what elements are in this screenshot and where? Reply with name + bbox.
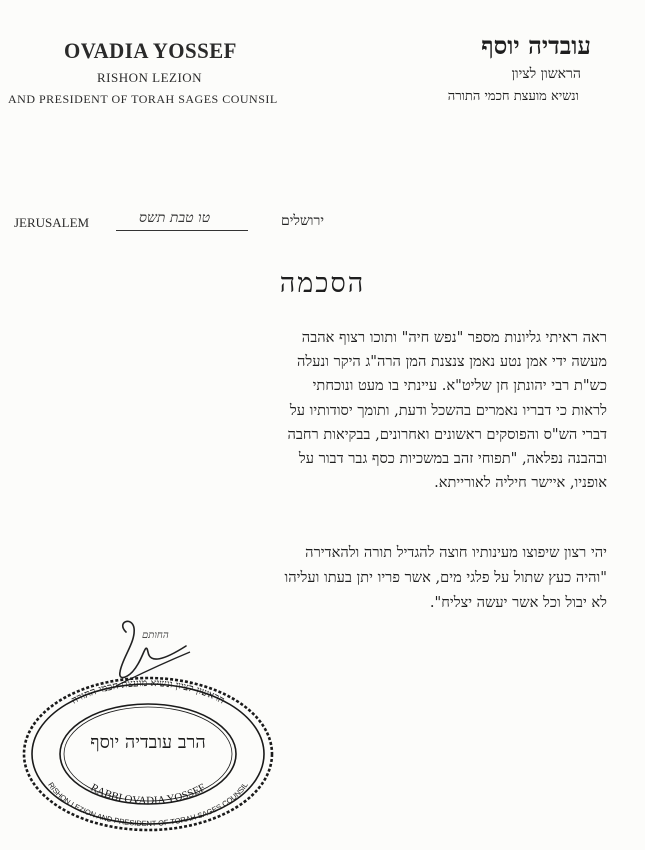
location-hebrew: ירושלים (281, 213, 324, 229)
letterhead-hebrew-title: הראשון לציון (511, 66, 581, 82)
seal-inner-hebrew: הרב עובדיה יוסף (90, 732, 206, 753)
document-heading: הסכמה (279, 268, 366, 299)
seal-outer-hebrew: הראשון לציון ונשיא מועצת חכמי התורה (69, 677, 227, 707)
letterhead-hebrew-president: ונשיא מועצת חכמי התורה (447, 89, 579, 104)
signature-text: החותם (142, 630, 169, 641)
seal-outer-english: RISHON LEZION AND PRESIDENT OF TORAH SAGES COUNSIL (46, 780, 250, 829)
official-seal (16, 668, 278, 832)
paragraph-line: ובהבנה נפלאה, "תפוחי זהב במשכיות כסף גבר דבור על (298, 450, 607, 468)
paragraph-line: ראה ראיתי גליונות מספר "נפש חיה" ותוכו רצוף אהבה (301, 329, 607, 346)
location-english: JERUSALEM (14, 215, 90, 230)
date-underline (116, 230, 248, 231)
paragraph-line: יהי רצון שיפוצו מעינותיו חוצה להגדיל תורה ולהאדירה (305, 544, 607, 561)
svg-text:RABBI OVADIA YOSSEF (88, 782, 207, 807)
paragraph-line: דברי הש"ס והפוסקים ראשונים ואחרונים, בבקיאות רחבה (287, 425, 607, 443)
svg-text:הראשון לציון ונשיא מועצת חכמי (70, 678, 226, 707)
letterhead-english-title: RISHON LEZION (97, 70, 203, 85)
paragraph-line: אופניו, איישר חיליה לאורייתא. (434, 474, 607, 492)
paragraph-line: לא יבול וכל אשר יעשה יצליח". (429, 594, 607, 611)
paragraph-line: "והיה כעץ שתול על פלגי מים, אשר פריו יתן בעתו ועליהו (284, 569, 607, 586)
paragraph-line: לראות כי דבריו נאמרים בהשכל ודעת, ותומך יסודותיו על (289, 401, 607, 419)
letterhead-hebrew-name: עובדיה יוסף (481, 31, 591, 60)
location-date-row (14, 210, 324, 238)
letterhead-english-president: AND PRESIDENT OF TORAH SAGES COUNSIL (8, 92, 278, 106)
body-paragraph-2 (77, 540, 607, 615)
handwritten-date: טו טבת תשס (139, 210, 211, 226)
body-paragraph-1 (77, 326, 607, 495)
seal-inner-english: RABBI OVADIA YOSSEF (88, 781, 208, 808)
paragraph-line: מעשה ידי אמן נטע נאמן צנצנת המן הרה"ג היקר ונעלה (297, 353, 607, 371)
paragraph-line: כש"ת רבי יהונתן חן שליט"א. עיינתי בו מעט ונוכחתי (312, 377, 607, 395)
letterhead-english-name: OVADIA YOSSEF (64, 38, 237, 63)
